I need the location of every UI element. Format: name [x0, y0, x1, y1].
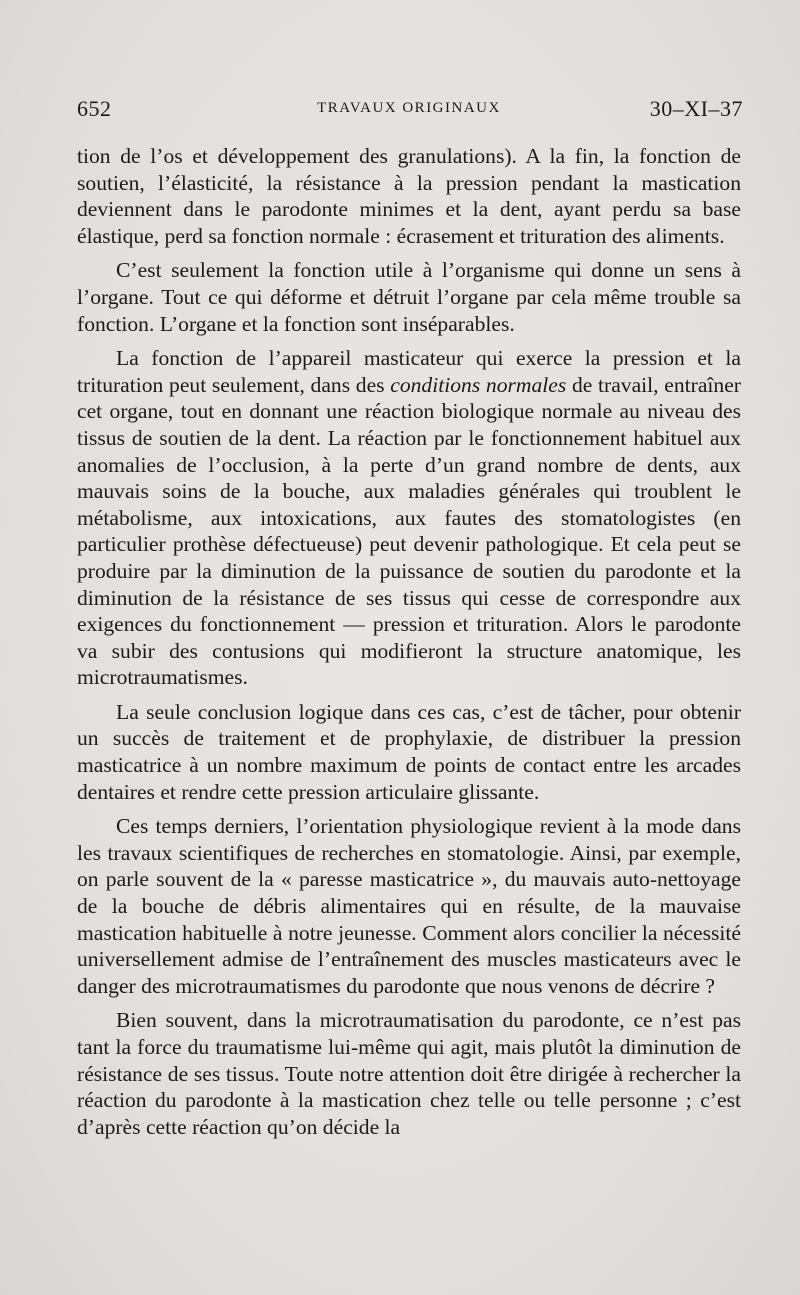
paragraph-1: tion de l’os et développement des granulations). A la fin, la fonction de soutien, l’élasticité, la résistance à la pression pendant la mastication deviennent dans le parodonte minimes et la dent, ayant perdu sa base élastique, perd sa fonction normale : écrasement et trituration des aliments. [77, 144, 741, 248]
body-text [77, 143, 741, 1148]
paragraph-6: Bien souvent, dans la microtraumatisation du parodonte, ce n’est pas tant la force du traumatisme lui-même qui agit, mais plutôt la diminution de résistance de ses tissus. Toute notre attention doit être dirigée à rechercher la réaction du parodonte à la mastication chez telle ou telle personne ; c’est d’après cette réaction qu’on décide la [77, 1008, 741, 1139]
paragraph-3-end: de travail, entraîner cet organe, tout en donnant une réaction biologique normale au niveau des tissus de soutien de la dent. La réaction par le fonctionnement habituel aux anomalies de l’occlusion, à la perte d’un grand nombre de dents, aux mauvais soins de la bouche, aux maladies générales qui troublent le métabolisme, aux intoxications, aux fautes des stomatologistes (en particulier prothèse défectueuse) peut devenir pathologique. Et cela peut se produire par la diminution de la puissance de soutien du parodonte et la diminution de la résistance de ses tissus qui cesse de correspondre aux exigences du fonctionnement — pression et trituration. Alors le parodonte va subir des contusions qui modifieront la structure anatomique, les microtraumatismes. [77, 372, 741, 690]
paragraph-3-italic: conditions normales [390, 372, 567, 397]
paragraph-5: Ces temps derniers, l’orientation physiologique revient à la mode dans les travaux scientifiques de recherches en stomatologie. Ainsi, par exemple, on parle souvent de la « paresse masticatrice », du mauvais auto-nettoyage de la bouche de débris alimentaires qui en résulte, de la mauvaise mastication habituelle à notre jeunesse. Comment alors concilier la nécessité universellement admise de l’entraînement des muscles masticateurs avec le danger des microtraumatismes du parodonte que nous venons de décrire ? [77, 814, 741, 998]
page-number: 652 [77, 96, 112, 121]
page-header [77, 96, 741, 126]
header-date: 30–XI–37 [649, 96, 743, 121]
paragraph-4: La seule conclusion logique dans ces cas, c’est de tâcher, pour obtenir un succès de traitement et de prophylaxie, de distribuer la pression masticatrice à un nombre maximum de points de contact entre les arcades dentaires et rendre cette pression articulaire glissante. [77, 699, 741, 804]
running-head: TRAVAUX ORIGINAUX [317, 100, 501, 116]
paragraph-2: C’est seulement la fonction utile à l’organisme qui donne un sens à l’organe. Tout ce qui déforme et détruit l’organe par cela même trouble sa fonction. L’organe et la fonction sont inséparables. [77, 258, 741, 336]
paragraph-3 [77, 345, 741, 691]
paragraph-3-start: La fonction de l’appareil masticateur qui exerce la pression et la trituration peut seulement, dans des [77, 346, 741, 397]
